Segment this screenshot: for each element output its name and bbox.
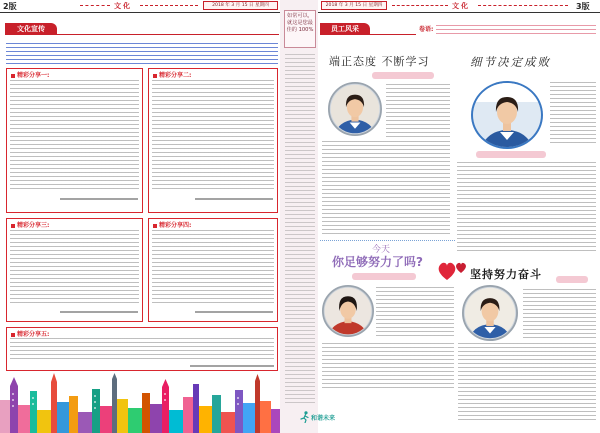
employee-photo <box>462 285 518 341</box>
right-column-tag: 员工风采 <box>320 23 370 35</box>
lead-text-block <box>436 25 596 35</box>
share-title: 精彩分享二: <box>153 72 191 79</box>
heart-icon <box>437 258 469 284</box>
article-text-block <box>376 287 454 339</box>
share-title: 精彩分享三: <box>11 222 49 229</box>
share-title: 精彩分享四: <box>153 222 191 229</box>
article-text-block <box>10 80 139 190</box>
article-text-block <box>457 162 596 254</box>
article-text-block <box>322 343 454 391</box>
right-header-rule <box>318 12 600 13</box>
article-text-block <box>458 343 596 423</box>
article-text-block <box>10 230 139 304</box>
right-section-name: 文化 <box>452 2 470 10</box>
left-issue-date: 2018 年 3 月 15 日 星期四 <box>203 1 278 10</box>
section-divider <box>320 240 455 241</box>
left-column-tag: 文化宣传 <box>5 23 57 35</box>
headline-persist: 坚持努力奋斗 <box>470 268 542 281</box>
author-caption-tag <box>476 151 546 158</box>
bullet-square-icon <box>11 333 15 337</box>
bullet-square-icon <box>11 74 15 78</box>
article-text-block <box>550 82 596 146</box>
header-divider <box>80 5 110 6</box>
intro-text-block <box>6 43 278 64</box>
header-divider <box>140 5 198 6</box>
author-caption-tag <box>352 273 416 280</box>
headline-effort-question: 你足够努力了吗? <box>332 255 423 269</box>
center-strip-text-block <box>285 54 315 404</box>
headline-today: 今天 <box>372 245 391 255</box>
article-text-block <box>523 289 596 339</box>
column-tag-rule <box>370 34 416 35</box>
article-byline <box>190 365 274 367</box>
bullet-square-icon <box>153 224 157 228</box>
column-tag-rule <box>57 34 279 35</box>
share-title: 精彩分享一: <box>11 72 49 79</box>
article-byline <box>60 311 138 313</box>
lead-label: 卷语: <box>419 26 434 33</box>
employee-photo <box>470 80 544 150</box>
author-caption-tag <box>556 276 588 283</box>
article-byline <box>195 311 273 313</box>
article-byline <box>195 198 273 200</box>
header-divider <box>392 5 448 6</box>
employee-photo <box>322 285 374 337</box>
center-slogan-box: 如常可以，就这是您最佳的 100% <box>284 10 316 48</box>
article-text-block <box>152 80 274 190</box>
headline-attitude: 端正态度 不断学习 <box>329 55 430 68</box>
left-header-rule <box>0 12 280 13</box>
article-text-block <box>322 141 450 237</box>
author-caption-tag <box>372 72 434 79</box>
article-text-block <box>10 338 274 360</box>
bullet-square-icon <box>153 74 157 78</box>
right-issue-date: 2018 年 3 月 15 日 星期四 <box>321 1 387 10</box>
headline-details: 细节决定成败 <box>470 55 551 69</box>
left-section-name: 文化 <box>114 2 132 10</box>
right-page-number: 3版 <box>576 2 590 11</box>
city-skyline-illustration <box>0 373 300 433</box>
header-divider <box>478 5 568 6</box>
bullet-square-icon <box>11 224 15 228</box>
article-text-block <box>386 84 450 138</box>
share-title: 精彩分享五: <box>11 331 49 338</box>
article-text-block <box>152 230 274 304</box>
employee-photo <box>328 82 382 136</box>
runner-icon <box>300 411 310 423</box>
footer-mark: 和谐未来 <box>311 415 336 422</box>
article-byline <box>60 198 138 200</box>
left-page-number: 2版 <box>3 2 17 11</box>
